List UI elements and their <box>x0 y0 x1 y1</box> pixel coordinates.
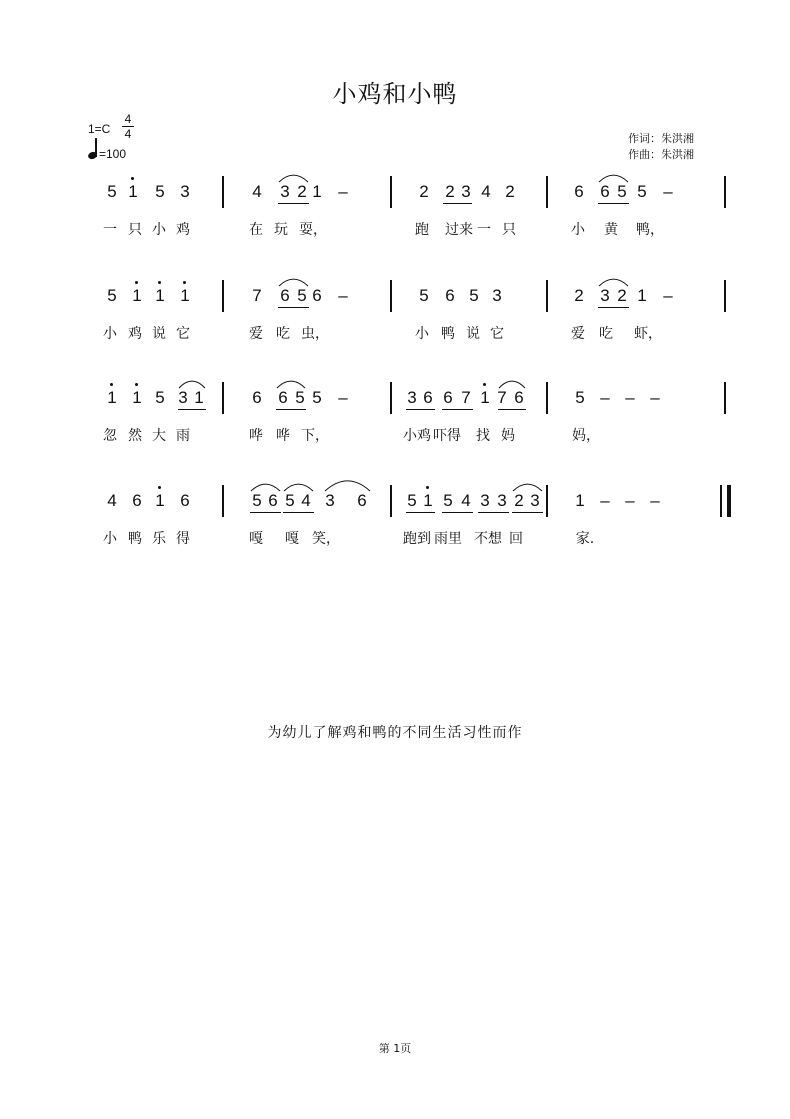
note-dash: – <box>600 388 610 407</box>
beam-underline <box>250 512 281 513</box>
lyric-syllable: 下， <box>301 428 329 444</box>
beam-underline <box>478 512 509 513</box>
note: 5 <box>637 182 647 201</box>
note: 4 <box>301 491 311 510</box>
note-dash: – <box>338 286 348 305</box>
barline <box>724 176 726 208</box>
note: 1 <box>637 286 647 305</box>
note: 2 <box>505 182 515 201</box>
note: 5 <box>312 388 322 407</box>
note: 7 <box>497 388 507 407</box>
note: 4 <box>107 491 117 510</box>
note-dash: – <box>663 182 673 201</box>
page-number: 第 1页 <box>378 1042 412 1055</box>
slur-arc <box>251 482 280 492</box>
beam-underline <box>442 409 473 410</box>
time-signature-top: 4 <box>124 112 132 126</box>
lyric-syllable: 鸭 <box>441 326 455 342</box>
lyric-syllable: 过来 <box>445 222 473 238</box>
note: 6 <box>132 491 142 510</box>
lyricist-credit: 作词：朱洪湘 <box>628 132 694 145</box>
final-barline-thin <box>720 485 722 517</box>
note-dash: – <box>625 388 635 407</box>
lyric-syllable: 小鸡 <box>403 428 431 444</box>
note: 6 <box>180 491 190 510</box>
note: 2 <box>297 182 307 201</box>
barline <box>390 382 392 414</box>
note: 3 <box>600 286 610 305</box>
note: 7 <box>461 388 471 407</box>
beam-underline <box>278 203 309 204</box>
lyric-syllable: 在 <box>249 222 263 238</box>
lyric-syllable: 一 <box>477 222 491 238</box>
note: 6 <box>443 388 453 407</box>
note: 5 <box>107 286 117 305</box>
lyric-syllable: 说 <box>152 326 166 342</box>
note: 5 <box>407 491 417 510</box>
lyric-syllable: 不想 <box>474 531 502 547</box>
lyric-syllable: 小 <box>103 531 117 547</box>
note-high: 1 <box>152 286 168 306</box>
note: 6 <box>278 388 288 407</box>
note: 7 <box>252 286 262 305</box>
barline <box>222 485 224 517</box>
note: 5 <box>252 491 262 510</box>
lyric-syllable: 嘎 <box>249 531 263 547</box>
key-signature: 1=C <box>88 122 111 136</box>
time-signature-bottom: 4 <box>124 127 132 141</box>
note: 6 <box>514 388 524 407</box>
lyric-syllable: 跑到 <box>403 531 431 547</box>
note: 6 <box>280 286 290 305</box>
lyric-syllable: 爱 <box>249 326 263 342</box>
note: 2 <box>445 182 455 201</box>
note: 5 <box>617 182 627 201</box>
note: 2 <box>419 182 429 201</box>
slur-arc <box>499 379 525 389</box>
note: 6 <box>423 388 433 407</box>
lyric-syllable: 吃 <box>599 326 613 342</box>
lyric-syllable: 说 <box>466 326 480 342</box>
note-dash: – <box>663 286 673 305</box>
lyric-syllable: 得 <box>176 531 190 547</box>
barline <box>546 176 548 208</box>
beam-underline <box>406 512 435 513</box>
note: 5 <box>155 388 165 407</box>
beam-underline <box>278 307 309 308</box>
note: 5 <box>575 388 585 407</box>
lyric-syllable: 鸡 <box>128 326 142 342</box>
time-signature <box>121 112 135 141</box>
note: 3 <box>407 388 417 407</box>
lyric-syllable: 爱 <box>571 326 585 342</box>
note-high: 1 <box>125 182 141 202</box>
lyric-syllable: 嘎 <box>285 531 299 547</box>
beam-underline <box>498 409 526 410</box>
slur-arc <box>599 173 628 183</box>
composition-note: 为幼儿了解鸡和鸭的不同生活习性而作 <box>267 725 523 741</box>
lyric-syllable: 鸭， <box>636 222 664 238</box>
lyric-syllable: 笑， <box>312 531 340 547</box>
note-dash: – <box>650 491 660 510</box>
note: 3 <box>178 388 188 407</box>
beam-underline <box>178 409 206 410</box>
note: 1 <box>575 491 585 510</box>
note-high: 1 <box>177 286 193 306</box>
lyric-syllable: 玩 <box>274 222 288 238</box>
lyric-syllable: 找 <box>476 428 490 444</box>
note-dash: – <box>338 388 348 407</box>
barline <box>546 280 548 312</box>
beam-underline <box>512 512 543 513</box>
note: 2 <box>514 491 524 510</box>
note: 4 <box>461 491 471 510</box>
barline <box>724 280 726 312</box>
slur-arc <box>325 478 370 492</box>
note: 4 <box>252 182 262 201</box>
barline <box>222 280 224 312</box>
lyric-syllable: 黄 <box>604 222 618 238</box>
note: 5 <box>155 182 165 201</box>
beam-underline <box>598 203 629 204</box>
lyric-syllable: 小 <box>571 222 585 238</box>
note: 6 <box>312 286 322 305</box>
beam-underline <box>283 512 314 513</box>
lyric-syllable: 虫， <box>301 326 329 342</box>
note: 4 <box>481 182 491 201</box>
lyric-syllable: 雨 <box>176 428 190 444</box>
lyric-syllable: 只 <box>502 222 516 238</box>
lyric-syllable: 吃 <box>276 326 290 342</box>
note: 3 <box>325 491 335 510</box>
note: 6 <box>574 182 584 201</box>
lyric-syllable: 一 <box>103 222 117 238</box>
note-high: 1 <box>152 491 168 511</box>
lyric-syllable: 哗 <box>249 428 263 444</box>
note: 5 <box>443 491 453 510</box>
lyric-syllable: 大 <box>152 428 166 444</box>
slur-arc <box>179 379 205 389</box>
barline <box>546 485 548 517</box>
lyric-syllable: 虾， <box>634 326 662 342</box>
note: 5 <box>285 491 295 510</box>
note: 3 <box>180 182 190 201</box>
beam-underline <box>443 203 472 204</box>
beam-underline <box>442 512 473 513</box>
lyric-syllable: 它 <box>490 326 504 342</box>
note: 6 <box>600 182 610 201</box>
note: 5 <box>419 286 429 305</box>
barline <box>222 382 224 414</box>
note-high: 1 <box>104 388 120 408</box>
lyric-syllable: 小 <box>152 222 166 238</box>
note-high: 1 <box>129 286 145 306</box>
barline <box>390 485 392 517</box>
barline <box>222 176 224 208</box>
note: 1 <box>312 182 322 201</box>
note: 5 <box>297 286 307 305</box>
slur-arc <box>599 277 628 287</box>
note: 3 <box>461 182 471 201</box>
note: 6 <box>357 491 367 510</box>
song-title: 小鸡和小鸭 <box>332 80 458 108</box>
lyric-syllable: 家. <box>575 531 595 547</box>
lyric-syllable: 跑 <box>415 222 429 238</box>
beam-underline <box>598 307 629 308</box>
note: 2 <box>574 286 584 305</box>
note: 1 <box>194 388 204 407</box>
tempo-value: =100 <box>99 147 127 161</box>
lyric-syllable: 妈 <box>501 428 515 444</box>
note: 3 <box>530 491 540 510</box>
note-dash: – <box>625 491 635 510</box>
barline <box>546 382 548 414</box>
composer-credit: 作曲：朱洪湘 <box>628 148 694 161</box>
lyric-syllable: 哗 <box>276 428 290 444</box>
note: 3 <box>497 491 507 510</box>
lyric-syllable: 鸡 <box>176 222 190 238</box>
note: 3 <box>280 182 290 201</box>
lyric-syllable: 雨里 <box>434 531 462 547</box>
slur-arc <box>284 482 313 492</box>
lyric-syllable: 它 <box>176 326 190 342</box>
slur-arc <box>279 277 308 287</box>
lyric-syllable: 吓得 <box>433 428 461 444</box>
note: 5 <box>295 388 305 407</box>
note: 3 <box>492 286 502 305</box>
slur-arc <box>277 379 305 389</box>
lyric-syllable: 忽 <box>103 428 117 444</box>
lyric-syllable: 只 <box>128 222 142 238</box>
lyric-syllable: 小 <box>103 326 117 342</box>
note-high: 1 <box>129 388 145 408</box>
slur-arc <box>513 482 542 492</box>
final-barline-thick <box>727 485 731 517</box>
lyric-syllable: 鸭 <box>128 531 142 547</box>
note-dash: – <box>650 388 660 407</box>
barline <box>390 176 392 208</box>
note: 6 <box>252 388 262 407</box>
beam-underline <box>406 409 435 410</box>
note: 2 <box>617 286 627 305</box>
note: 6 <box>445 286 455 305</box>
slur-arc <box>279 173 308 183</box>
note-dash: – <box>338 182 348 201</box>
lyric-syllable: 小 <box>415 326 429 342</box>
note-high: 1 <box>477 388 493 408</box>
barline <box>724 382 726 414</box>
lyric-syllable: 乐 <box>152 531 166 547</box>
note: 6 <box>268 491 278 510</box>
lyric-syllable: 妈， <box>572 428 600 444</box>
lyric-syllable: 耍， <box>299 222 327 238</box>
note-high: 1 <box>420 491 436 511</box>
note: 5 <box>107 182 117 201</box>
lyric-syllable: 回 <box>509 531 523 547</box>
note: 5 <box>469 286 479 305</box>
lyric-syllable: 然 <box>128 428 142 444</box>
note: 3 <box>480 491 490 510</box>
beam-underline <box>276 409 306 410</box>
note-dash: – <box>600 491 610 510</box>
barline <box>390 280 392 312</box>
